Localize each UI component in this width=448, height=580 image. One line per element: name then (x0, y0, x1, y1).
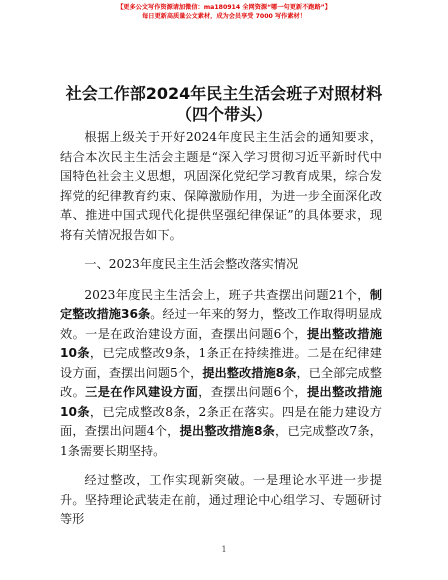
page-number: 1 (221, 545, 227, 554)
text-run: ，查摆出问题6个， (198, 385, 307, 399)
text-run: ，已全部完成整改。 (60, 365, 382, 399)
promo-banner-line1: 【更多公文写作资源请加微信：ma180914 全网资源“哪一句更新不跑路”】 (117, 4, 331, 11)
text-run: 2023年度民主生活会上，班子共查摆出问题21个， (84, 287, 370, 302)
bold-text-run: 提出整改措施8条 (202, 365, 297, 380)
text-run: ，已完成整改9条，1条正在持续推进。二是在纪律建设方面，查摆出问题5个， (60, 346, 382, 380)
text-run: 。经过一年来的努力，整改工作取得明显成效。一是在政治建设方面，查摆出问题6个， (60, 307, 382, 341)
promo-banner-line2: 每日更新高质量公文素材，成为会员享受 7000 写作素材！ (142, 13, 306, 20)
intro-paragraph: 根据上级关于开好2024年度民主生活会的通知要求，结合本次民主生活会主题是“深入学习贯彻习近平新时代中国特色社会主义思想，巩固深化党纪学习教育成果，综合发挥党的纪律教育约束、保障激励作用，为进一步全面深化改革、推进中国式现代化提供坚强纪律保证”的具体要求，现将有关情况报告如下。 (60, 130, 382, 242)
bold-text-run: 制定整改措施36条 (60, 287, 382, 321)
text-run: ，已完成整改7条，1条需要长期坚持。 (60, 424, 382, 458)
promo-banner (0, 3, 448, 21)
bold-text-run: 提出整改措施10条 (60, 326, 383, 360)
section-heading-1: 一、2023年度民主生活会整改落实情况 (84, 257, 299, 271)
bold-text-run: 提出整改措施8条 (179, 424, 276, 438)
results-paragraph: 经过整改，工作实现新突破。一是理论水平进一步提升。坚持理论武装走在前，通过理论中心组学习、专题研讨等形 (60, 473, 382, 526)
title-line2: （四个带头） (175, 105, 272, 124)
document-body (60, 128, 382, 530)
text-run: ，已完成整改8条，2条正在落实。四是在能力建设方面，查摆出问题4个， (60, 404, 382, 438)
rectification-paragraph (60, 286, 382, 462)
bold-text-run: 三是在作风建设方面 (85, 385, 199, 399)
bold-text-run: 提出整改措施10条 (60, 385, 383, 419)
document-title (0, 83, 448, 125)
title-line1: 社会工作部2024年民主生活会班子对照材料 (65, 84, 383, 103)
